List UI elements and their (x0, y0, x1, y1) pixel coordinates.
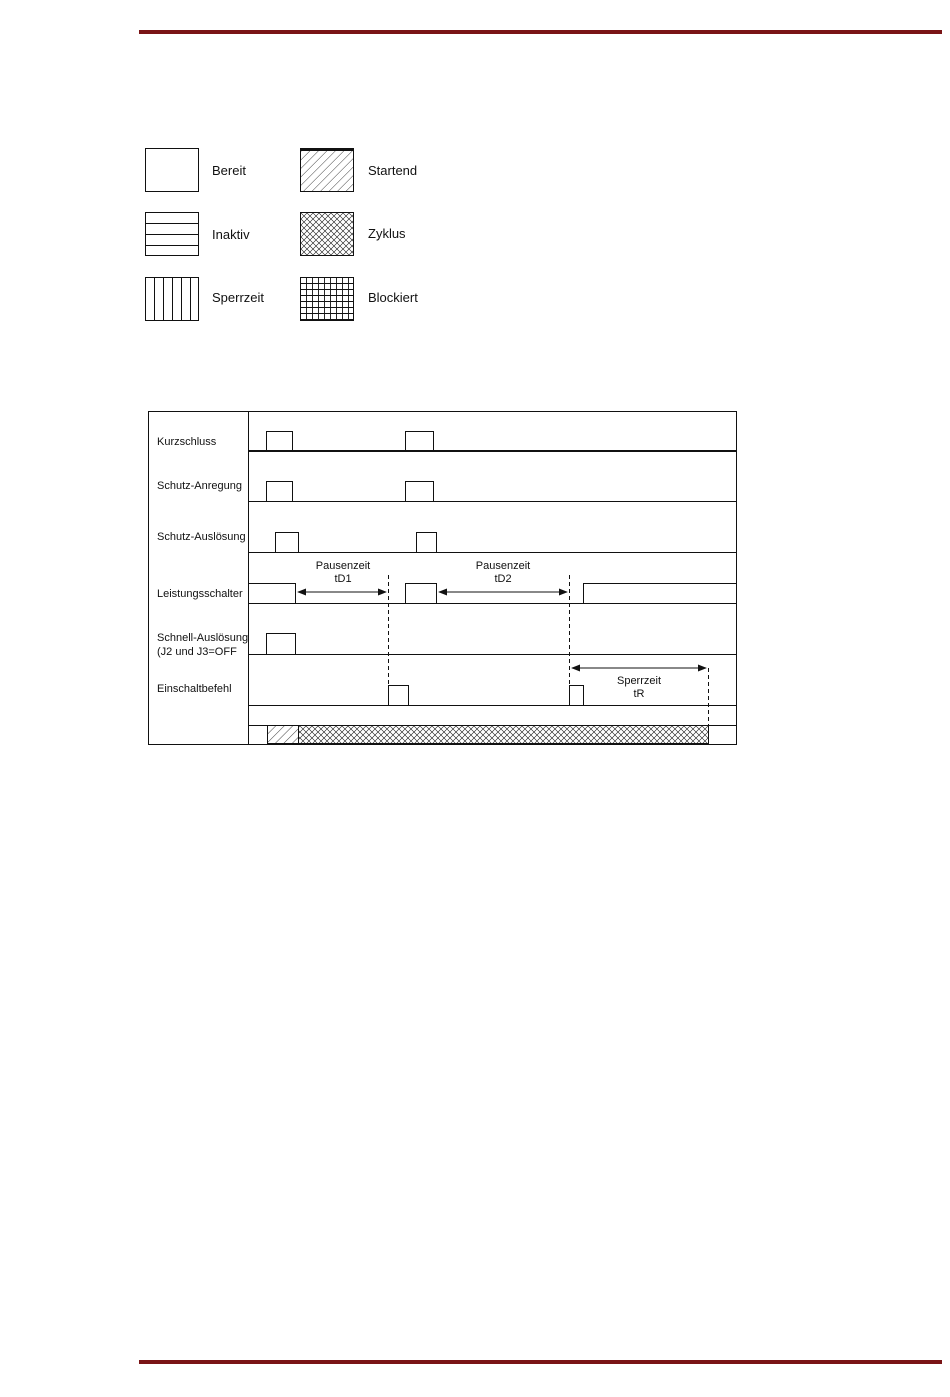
schalter-closed-3 (584, 584, 737, 604)
pause1-symbol: tD1 (334, 573, 352, 585)
legend-label-bereit: Bereit (212, 163, 246, 178)
anregung-pulse-1 (267, 482, 293, 502)
legend-label-startend: Startend (368, 163, 418, 178)
state-zyklus (299, 726, 709, 744)
schalter-closed-1 (248, 584, 296, 604)
ausloesung-pulse-2 (417, 533, 437, 553)
row-label-schnell-2: (J2 und J3=OFF (157, 646, 237, 658)
kurzschluss-pulse-1 (267, 432, 293, 452)
schalter-closed-2 (406, 584, 437, 604)
row-label-anregung: Schutz-Anregung (157, 480, 242, 492)
pause1-label: Pausenzeit (315, 560, 371, 572)
legend-label-blockiert: Blockiert (368, 290, 418, 305)
lock-symbol: tR (633, 688, 645, 700)
einschalt-pulse-1 (389, 686, 409, 706)
lock-label: Sperrzeit (616, 675, 662, 687)
ausloesung-pulse-1 (276, 533, 299, 553)
einschalt-pulse-2 (570, 686, 584, 706)
row-label-leistungsschalter: Leistungsschalter (157, 588, 243, 600)
row-label-kurzschluss: Kurzschluss (157, 436, 217, 448)
legend-label-zyklus: Zyklus (368, 226, 406, 241)
pause2-symbol: tD2 (494, 573, 512, 585)
legend-label-sperrzeit: Sperrzeit (212, 290, 265, 305)
schnell-pulse (267, 634, 296, 655)
diagram-frame (149, 412, 737, 745)
row-label-einschalt: Einschaltbefehl (157, 683, 232, 695)
kurzschluss-pulse-2 (406, 432, 434, 452)
legend-label-inaktiv: Inaktiv (212, 227, 250, 242)
anregung-pulse-2 (406, 482, 434, 502)
state-startend (268, 726, 299, 744)
row-label-ausloesung: Schutz-Auslösung (157, 531, 246, 543)
pause2-label: Pausenzeit (475, 560, 531, 572)
row-label-schnell-1: Schnell-Auslösung (157, 632, 249, 644)
